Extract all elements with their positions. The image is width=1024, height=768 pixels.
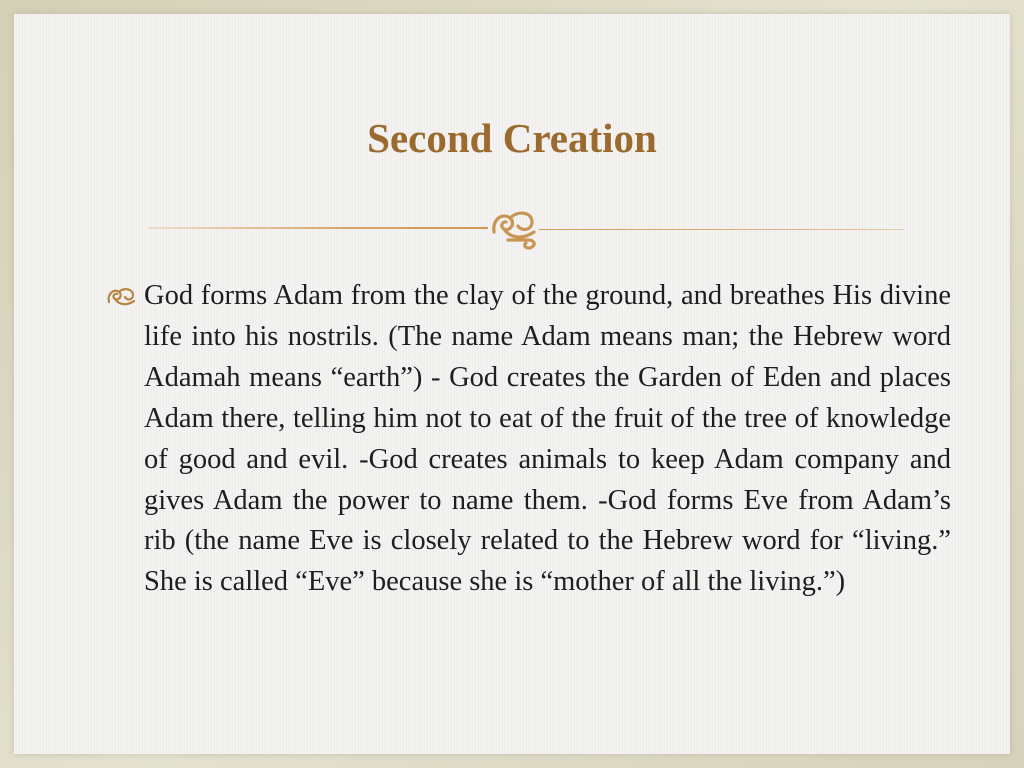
slide-title: Second Creation [367,115,657,161]
bullet-text: God forms Adam from the clay of the ground, and breathes His divine life into his nostrils. (The name Adam means man; the Hebrew word Adamah means “earth”) - God creates the Garden of Eden and places Adam there, telling him not to eat of the fruit of the tree of knowledge of good and evil. -God creates animals to keep Adam company and gives Adam the power to name them. -God forms Eve from Adam’s rib (the name Eve is closely related to the Hebrew word for “living.” She is called “Eve” because she is “mother of all the living.”) [144,280,951,598]
content-bullet-list [106,276,951,603]
scroll-bullet-icon [106,284,136,308]
decorative-scroll-icon [488,202,540,252]
slide [14,14,1010,754]
title-divider-left [148,227,488,229]
title-divider-right [539,229,904,230]
